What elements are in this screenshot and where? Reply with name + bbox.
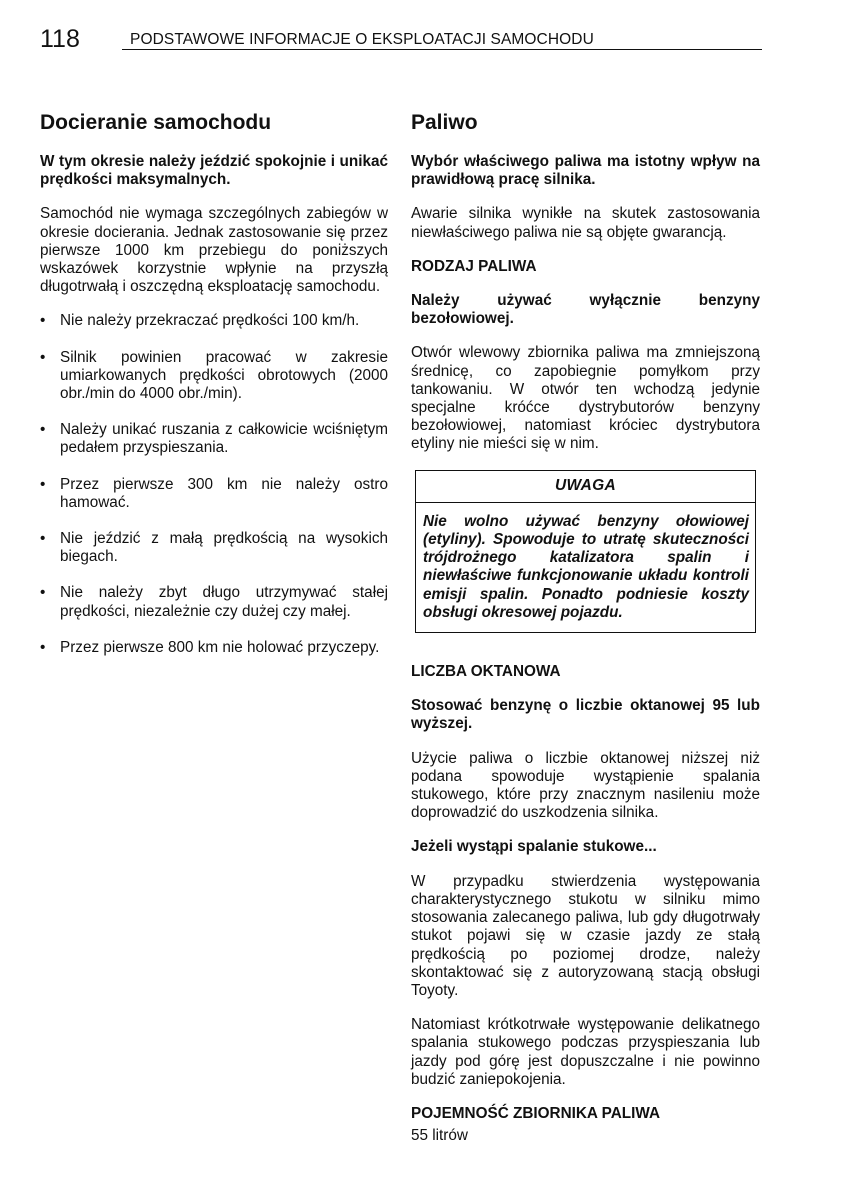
bullet-icon: • <box>40 638 46 656</box>
list-item-text: Nie należy zbyt długo utrzymywać stałej prędkości, niezależnie czy dużej czy małej. <box>60 584 388 620</box>
list-item <box>40 421 388 457</box>
list-item <box>40 639 388 657</box>
right-column <box>411 110 760 1161</box>
list-item <box>40 349 388 404</box>
section-title-break-in: Docieranie samochodu <box>40 111 272 134</box>
bullet-icon: • <box>40 584 46 602</box>
break-in-lead: W tym okresie należy jeździć spokojnie i unikać prędkości maksymalnych. <box>40 153 388 189</box>
list-item <box>40 312 388 330</box>
bullet-icon: • <box>40 312 46 330</box>
header-rule <box>122 49 762 50</box>
fuel-type-lead: Należy używać wyłącznie benzyny bezołowiowej. <box>411 292 760 328</box>
warning-box <box>415 470 756 633</box>
warning-text: Nie wolno używać benzyny ołowiowej (etyliny). Spowoduje to utratę skuteczności trójdrożnego katalizatora spalin i niewłaściwe funkcjonowanie układu kontroli emisji spalin. Ponadto podniesie koszty obsługi okresowej pojazdu. <box>423 512 749 621</box>
running-title: PODSTAWOWE INFORMACJE O EKSPLOATACJI SAMOCHODU <box>130 31 594 48</box>
break-in-list <box>40 312 388 657</box>
list-item-text: Przez pierwsze 800 km nie holować przyczepy. <box>60 638 380 656</box>
list-item <box>40 584 388 620</box>
octane-text: Użycie paliwa o liczbie oktanowej niższej niż podana spowoduje wystąpienie spalania stukowego, które przy znacznym nasileniu może doprowadzić do uszkodzenia silnika. <box>411 749 760 822</box>
octane-lead: Stosować benzynę o liczbie oktanowej 95 lub wyższej. <box>411 697 760 733</box>
list-item <box>40 530 388 566</box>
fuel-type-heading: RODZAJ PALIWA <box>411 257 537 275</box>
knock-note: Natomiast krótkotrwałe występowanie delikatnego spalania stukowego podczas przyspieszania lub jazdy pod górę jest dopuszczalne i nie powinno budzić zaniepokojenia. <box>411 1016 760 1088</box>
fuel-intro: Awarie silnika wynikłe na skutek zastosowania niewłaściwego paliwa nie są objęte gwarancją. <box>411 205 760 241</box>
warning-title: UWAGA <box>416 471 755 503</box>
fuel-type-text: Otwór wlewowy zbiornika paliwa ma zmniejszoną średnicę, co zapobiegnie pomyłkom przy tankowaniu. W otwór ten wchodzą jedynie specjalne króćce dystrybutorów benzyny bezołowiowej, natomiast króciec dystrybutora etyliny nie mieści się w nim. <box>411 344 760 453</box>
fuel-lead: Wybór właściwego paliwa ma istotny wpływ na prawidłową pracę silnika. <box>411 153 760 189</box>
list-item-text: Silnik powinien pracować w zakresie umiarkowanych prędkości obrotowych (2000 obr./min do 4000 obr./min). <box>60 348 388 403</box>
break-in-intro: Samochód nie wymaga szczególnych zabiegów w okresie docierania. Jednak zastosowanie się przez pierwsze 1000 km przebiegu do poniższych wskazówek korzystnie wpłynie na przyszłą długotrwałą i oszczędną eksploatację samochodu. <box>40 205 388 296</box>
knock-heading: Jeżeli wystąpi spalanie stukowe... <box>411 838 657 856</box>
octane-heading: LICZBA OKTANOWA <box>411 663 561 681</box>
bullet-icon: • <box>40 530 46 548</box>
list-item-text: Przez pierwsze 300 km nie należy ostro hamować. <box>60 475 388 511</box>
list-item-text: Należy unikać ruszania z całkowicie wciśniętym pedałem przyspieszania. <box>60 421 388 457</box>
list-item-text: Nie jeździć z małą prędkością na wysokich biegach. <box>60 530 388 566</box>
list-item-text: Nie należy przekraczać prędkości 100 km/h. <box>60 312 360 330</box>
bullet-icon: • <box>40 475 46 493</box>
left-column <box>40 110 388 675</box>
section-title-fuel: Paliwo <box>411 111 478 134</box>
tank-heading: POJEMNOŚĆ ZBIORNIKA PALIWA <box>411 1104 661 1122</box>
bullet-icon: • <box>40 348 46 366</box>
page-number: 118 <box>40 25 80 53</box>
page-header <box>40 26 762 52</box>
knock-text: W przypadku stwierdzenia występowania charakterystycznego stukotu w silniku mimo stosowania zalecanego paliwa, lub gdy długotrwały stukot pojawi się w czasie jazdy ze stałą prędkością po poziomej drodze, należy skontaktować się z autoryzowaną stacją obsługi Toyoty. <box>411 872 760 999</box>
list-item <box>40 476 388 512</box>
tank-capacity: 55 litrów <box>411 1127 468 1145</box>
bullet-icon: • <box>40 421 46 439</box>
